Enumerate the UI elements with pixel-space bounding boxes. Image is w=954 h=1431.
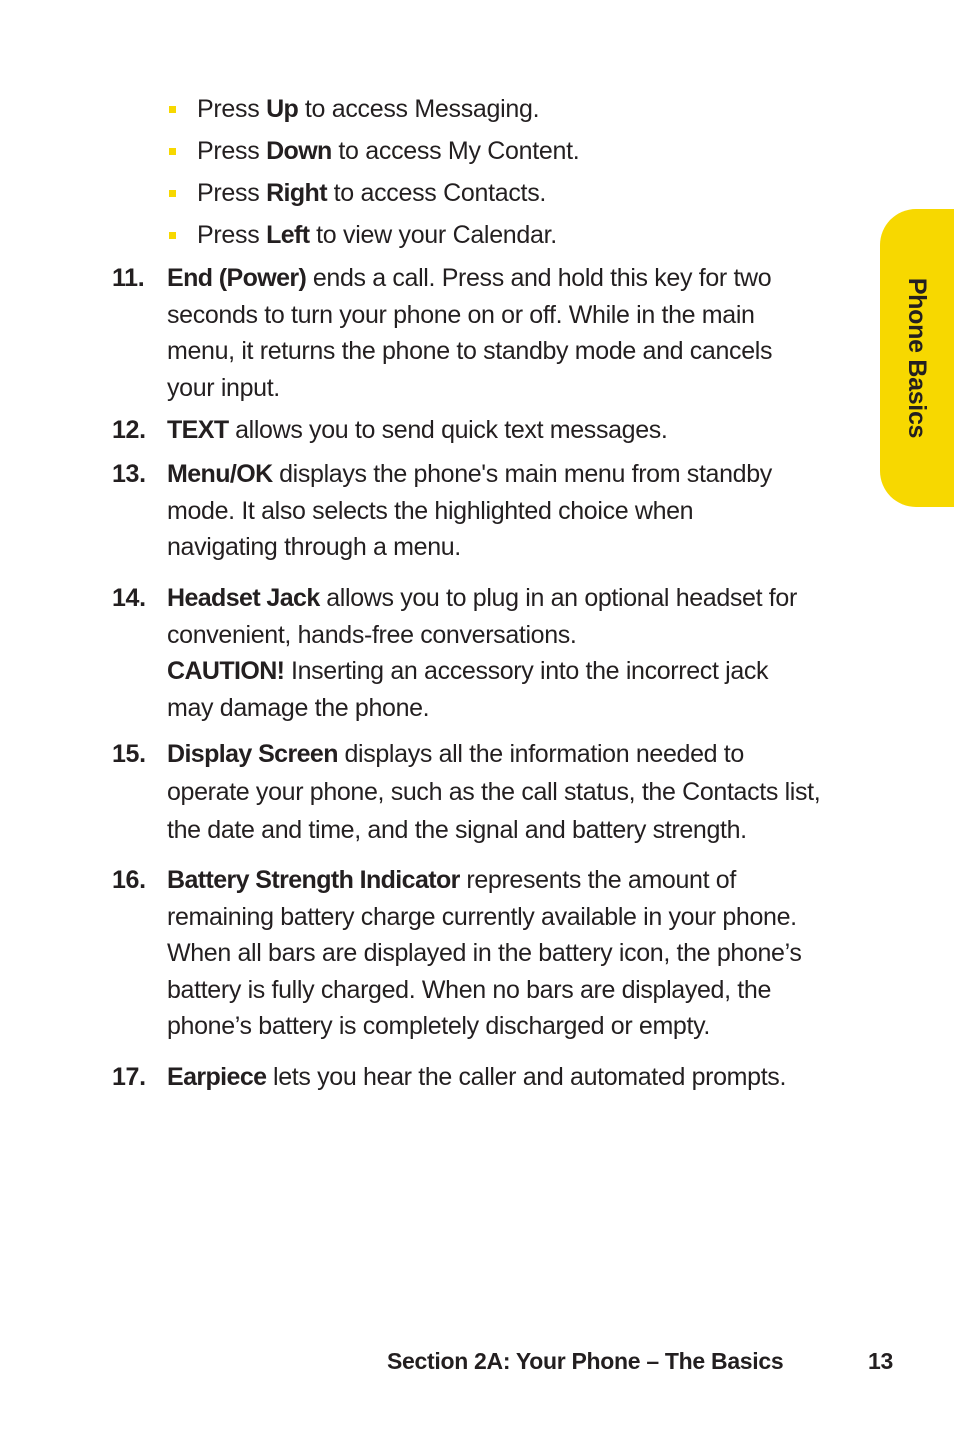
item-description: displays all the information needed to operate your phone, such as the call status, the Contacts list, the date and time, and the signal and battery strength. bbox=[167, 740, 821, 845]
item-description: ends a call. Press and hold this key for two seconds to turn your phone on or off. While in the main menu, it returns the phone to standby mode and cancels your input. bbox=[167, 264, 773, 402]
list-item-end-power bbox=[112, 260, 872, 406]
item-term: Earpiece bbox=[167, 1063, 267, 1091]
item-term: Battery Strength Indicator bbox=[167, 866, 460, 894]
footer-page-number: 13 bbox=[868, 1348, 893, 1374]
caution-note bbox=[167, 653, 872, 726]
list-item-text bbox=[112, 412, 872, 449]
item-number: 15. bbox=[112, 740, 146, 768]
item-term: TEXT bbox=[167, 416, 229, 444]
bullet-item-down: Press Down to access My Content. bbox=[168, 132, 579, 174]
square-bullet-icon bbox=[169, 106, 176, 113]
bullet-item-up: Press Up to access Messaging. bbox=[168, 90, 579, 132]
key-name: Left bbox=[266, 221, 310, 249]
list-item-battery-strength bbox=[112, 862, 872, 1045]
item-description: represents the amount of remaining battery charge currently available in your phone. When all bars are displayed in the battery icon, the phone’s battery is fully charged. When no bars are displayed, the phone’s battery is completely discharged or empty. bbox=[167, 866, 802, 1041]
item-number: 14. bbox=[112, 584, 146, 612]
key-name: Down bbox=[266, 137, 332, 165]
item-term: End (Power) bbox=[167, 264, 307, 292]
item-number: 17. bbox=[112, 1063, 146, 1091]
item-description: displays the phone's main menu from standby mode. It also selects the highlighted choice when navigating through a menu. bbox=[167, 460, 772, 562]
item-number: 16. bbox=[112, 866, 146, 894]
key-name: Right bbox=[266, 179, 327, 207]
footer-section-title: Section 2A: Your Phone – The Basics bbox=[387, 1348, 784, 1374]
section-tab-label: Phone Basics bbox=[903, 277, 932, 439]
item-description: allows you to send quick text messages. bbox=[228, 416, 668, 444]
list-item-earpiece bbox=[112, 1059, 872, 1096]
navigation-key-list bbox=[168, 90, 579, 258]
caution-label: CAUTION! bbox=[167, 657, 285, 686]
bullet-item-right: Press Right to access Contacts. bbox=[168, 174, 579, 216]
section-tab bbox=[880, 209, 954, 507]
item-number: 12. bbox=[112, 416, 146, 444]
item-description: allows you to plug in an optional headset for convenient, hands-free conversations. bbox=[167, 584, 797, 649]
list-item-display-screen bbox=[112, 735, 872, 850]
key-name: Up bbox=[266, 95, 299, 123]
square-bullet-icon bbox=[169, 190, 176, 197]
item-term: Menu/OK bbox=[167, 460, 273, 488]
item-number: 13. bbox=[112, 460, 146, 488]
bullet-item-left: Press Left to view your Calendar. bbox=[168, 216, 579, 258]
list-item-menu-ok bbox=[112, 456, 872, 566]
item-term: Display Screen bbox=[167, 740, 338, 768]
square-bullet-icon bbox=[169, 148, 176, 155]
caution-text: Inserting an accessory into the incorrect jack may damage the phone. bbox=[167, 657, 769, 722]
item-number: 11. bbox=[112, 264, 145, 292]
square-bullet-icon bbox=[169, 232, 176, 239]
list-item-headset-jack bbox=[112, 580, 872, 726]
item-term: Headset Jack bbox=[167, 584, 320, 612]
item-description: lets you hear the caller and automated prompts. bbox=[266, 1063, 787, 1091]
